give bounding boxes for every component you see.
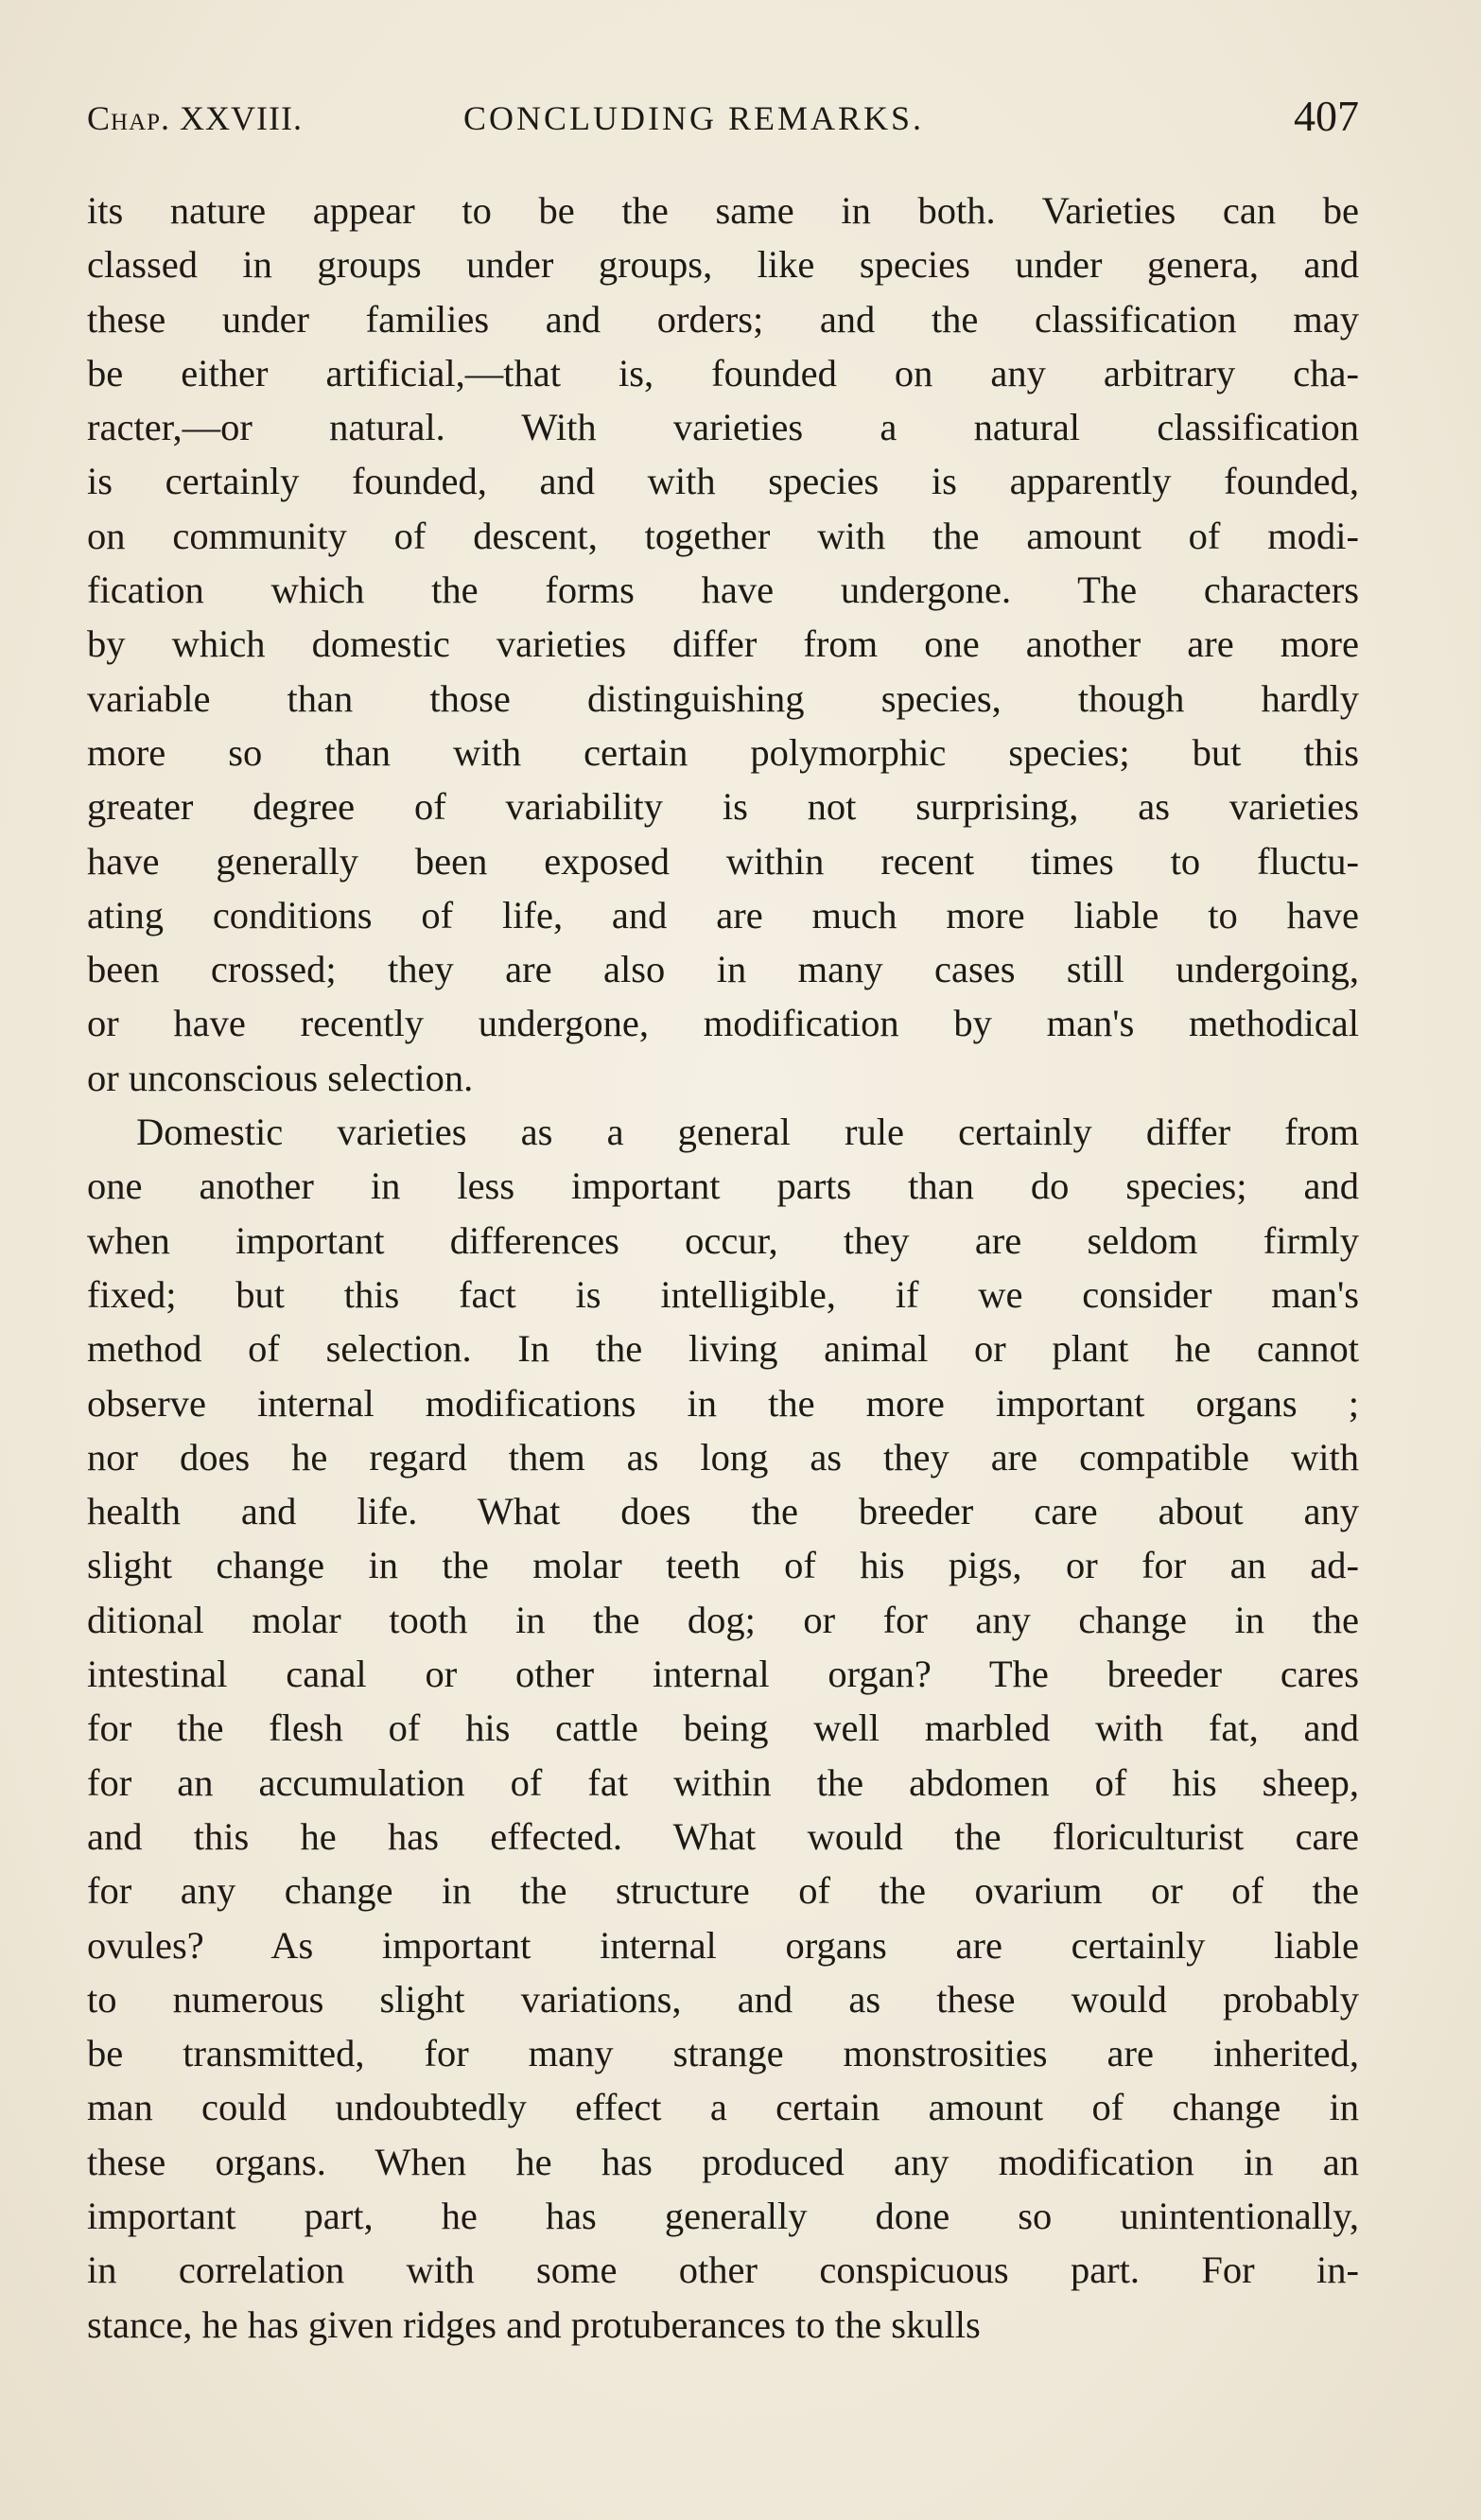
text-line: for the flesh of his cattle being well marbled with fat, and	[87, 1706, 1359, 1750]
text-line: ovules? As important internal organs are certainly liable	[87, 1923, 1359, 1967]
text-line: by which domestic varieties differ from one another are more	[87, 622, 1359, 666]
text-line: health and life. What does the breeder care about any	[87, 1490, 1359, 1533]
paragraph	[87, 1105, 1359, 2352]
text-line: variable than those distinguishing species, though hardly	[87, 676, 1359, 720]
text-line: to numerous slight variations, and as these would probably	[87, 1977, 1359, 2021]
text-line: man could undoubtedly effect a certain amount of change in	[87, 2086, 1359, 2129]
text-line: nor does he regard them as long as they are compatible with	[87, 1435, 1359, 1479]
text-line: intestinal canal or other internal organ? The breeder cares	[87, 1653, 1359, 1696]
text-line: ating conditions of life, and are much more liable to have	[87, 893, 1359, 936]
text-line: have generally been exposed within recent times to fluctu-	[87, 839, 1359, 883]
paragraph	[87, 184, 1359, 1105]
text-line: for any change in the structure of the ovarium or of the	[87, 1869, 1359, 1913]
text-line: and this he has effected. What would the floriculturist care	[87, 1814, 1359, 1858]
text-line: or unconscious selection.	[87, 1056, 474, 1099]
text-line: when important differences occur, they are seldom firmly	[87, 1218, 1359, 1262]
text-line: stance, he has given ridges and protuberances to the skulls	[87, 2302, 981, 2346]
text-line: more so than with certain polymorphic species; but this	[87, 730, 1359, 774]
text-line: these organs. When he has produced any modification in an	[87, 2140, 1359, 2183]
running-title: CONCLUDING REMARKS.	[463, 99, 925, 137]
text-line: classed in groups under groups, like species under genera, and	[87, 243, 1359, 287]
text-line: observe internal modifications in the more important organs ;	[87, 1381, 1359, 1425]
text-line: slight change in the molar teeth of his pigs, or for an ad-	[87, 1544, 1359, 1587]
text-line: racter,—or natural. With varieties a natural classification	[87, 406, 1359, 449]
text-line: these under families and orders; and the classification may	[87, 297, 1359, 341]
text-line: in correlation with some other conspicuous part. For in-	[87, 2249, 1359, 2292]
body-text	[87, 184, 1359, 2352]
text-line: its nature appear to be the same in both. Varieties can be	[87, 189, 1359, 232]
text-line: been crossed; they are also in many cases still undergoing,	[87, 948, 1359, 991]
text-line: Domestic varieties as a general rule certainly differ from	[136, 1111, 1359, 1154]
running-header	[87, 91, 1359, 148]
text-line: fixed; but this fact is intelligible, if we consider man's	[87, 1272, 1359, 1316]
text-line: fication which the forms have undergone. The characters	[87, 569, 1359, 612]
text-line: be either artificial,—that is, founded on any arbitrary cha-	[87, 351, 1359, 394]
chapter-label: Chap. XXVIII.	[87, 99, 303, 137]
text-line: is certainly founded, and with species is apparently founded,	[87, 460, 1359, 503]
text-line: or have recently undergone, modification by man's methodical	[87, 1002, 1359, 1045]
text-line: ditional molar tooth in the dog; or for any change in the	[87, 1598, 1359, 1641]
text-line: one another in less important parts than do species; and	[87, 1164, 1359, 1208]
text-line: on community of descent, together with the amount of modi-	[87, 514, 1359, 557]
text-line: be transmitted, for many strange monstrosities are inherited,	[87, 2032, 1359, 2075]
text-line: for an accumulation of fat within the abdomen of his sheep,	[87, 1760, 1359, 1804]
page-number: 407	[1294, 92, 1359, 140]
text-line: greater degree of variability is not surprising, as varieties	[87, 785, 1359, 829]
text-line: important part, he has generally done so unintentionally,	[87, 2194, 1359, 2237]
text-line: method of selection. In the living animal or plant he cannot	[87, 1327, 1359, 1371]
